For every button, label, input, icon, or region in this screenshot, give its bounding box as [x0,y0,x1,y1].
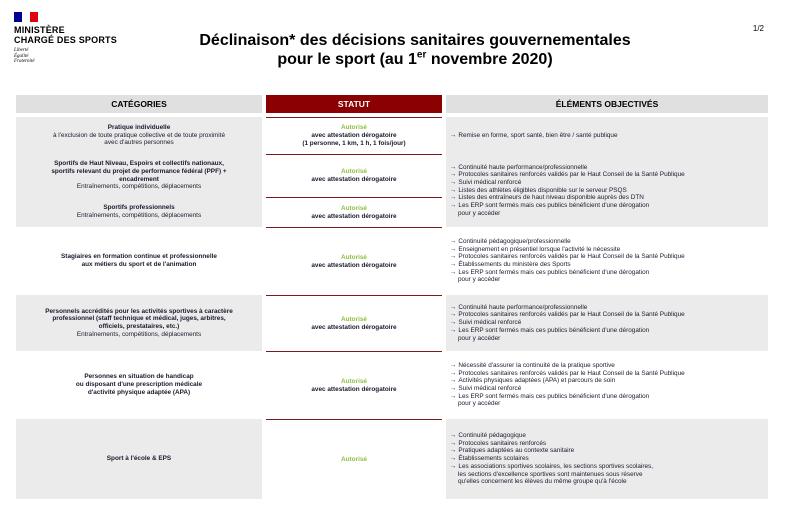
element-item [450,253,768,261]
statut-note: avec attestation dérogatoire [311,323,397,331]
statut-cell [266,295,442,351]
category-title-line: d'activité physique adaptée (APA) [87,388,191,396]
statut-authorized-label: Autorisé [341,315,367,323]
element-item [450,179,768,187]
statut-authorized-label: Autorisé [341,204,367,212]
element-item-line [450,194,768,202]
statut-note: avec attestation dérogatoire [311,132,397,140]
element-item-line [450,393,768,401]
element-item-text: Établissements scolaires [458,455,529,463]
category-title-line: Sportifs professionnels [103,204,175,212]
statut-authorized-label: Autorisé [341,253,367,261]
arrow-icon: → [450,268,457,276]
element-item-text: Protocoles sanitaires renforcés validés par le Haut Conseil de la Santé Publique [458,171,685,179]
statut-note: avec attestation dérogatoire [311,261,397,269]
element-item-line [450,447,768,455]
ministry-name-line2: CHARGÉ DES SPORTS [14,35,117,45]
element-item-line [450,327,768,335]
header-categories: CATÉGORIES [16,95,262,113]
arrow-icon: → [450,319,457,327]
statut-note: avec attestation dérogatoire [311,385,397,393]
motto-egalite: Égalité [14,53,29,59]
motto-fraternite: Fraternité [14,59,35,64]
elements-cell [446,227,768,295]
element-item [450,187,768,195]
element-item-line [450,246,768,254]
flag-blue-band [14,12,22,22]
element-item [450,440,768,448]
element-item [450,327,768,342]
element-item [450,455,768,463]
element-item-line [450,432,768,440]
category-title-line: professionnel (staff technique et médical, juges, arbitres, [52,315,226,323]
statut-authorized-label: Autorisé [341,168,367,176]
flag-red-band [30,12,38,22]
element-item [450,269,768,284]
element-item-text: Listes des athlètes éligibles disponible sur le serveur PSQS [458,186,627,194]
element-item [450,164,768,172]
category-title-line: Personnes en situation de handicap [84,373,194,381]
element-item-text: Continuité pédagogique [458,432,526,440]
category-detail-line: Entraînements, compétitions, déplacements [76,212,202,219]
statut-cell [266,351,442,419]
element-item-text: Continuité haute performance/professionnelle [458,303,588,311]
arrow-icon: → [450,303,457,311]
table-row [16,295,768,351]
element-item-text: qu'elles concernent les élèves du même groupe qu'à l'école [458,478,627,486]
arrow-icon: → [450,163,457,171]
arrow-icon: → [450,131,457,139]
arrow-icon: → [450,326,457,334]
element-item-text: Activités physiques adaptées (APA) et parcours de soin [458,377,616,385]
element-item-line [450,132,768,140]
category-title-line: sportifs relevant du projet de performance fédéral (PPF) + [51,167,227,175]
statut-note: avec attestation dérogatoire [311,212,397,220]
arrow-icon: → [450,377,457,385]
element-item [450,362,768,370]
statut-cell [266,197,442,227]
element-item-line [450,319,768,327]
french-flag-icon [14,12,38,22]
arrow-icon: → [450,462,457,470]
category-detail-line: Entraînements, compétitions, déplacements [76,183,202,191]
element-item-line [450,164,768,172]
elements-cell [446,351,768,419]
category-cell [16,295,262,351]
title-line2 [170,50,660,69]
element-item [450,377,768,385]
element-item-text: Les ERP sont fermés mais ces publics bénéficient d'une dérogation [458,268,650,276]
element-item-text: Les associations sportives scolaires, les sections sportives scolaires, [458,462,654,470]
title-line2-suffix: novembre 2020) [426,51,553,68]
element-item-text: Protocoles sanitaires renforcés [458,439,547,447]
element-item-text: Suivi médical renforcé [458,178,522,186]
element-item-line [450,311,768,319]
element-item-text: Nécessité d'assurer la continuité de la pratique sportive [458,361,615,369]
arrow-icon: → [450,432,457,440]
element-item [450,202,768,217]
arrow-icon: → [450,237,457,245]
element-item-line [450,202,768,210]
statut-cell [266,117,442,154]
statut-authorized-label: Autorisé [341,377,367,385]
category-cell [16,351,262,419]
arrow-icon: → [450,385,457,392]
arrow-icon: → [450,369,457,377]
arrow-icon: → [450,311,457,319]
element-item-line [450,377,768,385]
element-item [450,194,768,202]
element-item-line [450,179,768,187]
element-item-line [450,253,768,261]
element-item [450,463,768,486]
statut-cell [266,419,442,499]
category-title-line: Personnels accrédités pour les activités sportives à caractère [45,307,233,315]
element-item-text: Établissements du ministère des Sports [458,261,571,268]
ministry-name-line1: MINISTÈRE [14,25,65,35]
element-item-line [450,171,768,179]
element-item-text: Enseignement en présentiel lorsque l'activité le nécessite [458,245,621,253]
arrow-icon: → [450,392,457,400]
elements-cell [446,419,768,499]
arrow-icon: → [450,253,457,261]
elements-cell [446,154,768,227]
statut-cell [266,227,442,295]
category-cell [16,419,262,499]
element-item [450,311,768,319]
element-item-line [450,440,768,448]
element-item [450,238,768,246]
element-item [450,319,768,327]
element-item-line [450,304,768,312]
element-item-text: Continuité pédagogique/professionnelle [458,237,571,245]
element-item [450,370,768,378]
element-item-line [450,385,768,393]
element-item-line [450,261,768,269]
page-title [170,31,660,69]
element-item-line [450,471,768,479]
title-line2-prefix: pour le sport (au 1 [277,51,417,68]
category-title-line: Stagiaires en formation continue et professionnelle [61,253,217,261]
elements-cell [446,117,768,154]
title-line1: Déclinaison* des décisions sanitaires gouvernementales [199,32,631,49]
arrow-icon: → [450,245,457,253]
element-item-line [450,335,768,343]
element-item-text: Remise en forme, sport santé, bien être / santé publique [458,131,618,139]
category-title-line: encadrement [119,175,159,183]
element-item [450,132,768,140]
arrow-icon: → [450,361,457,369]
element-item-text: Protocoles sanitaires renforcés validés par le Haut Conseil de la Santé Publique [458,253,685,261]
table-row [16,117,768,154]
arrow-icon: → [450,178,457,186]
category-title-line: Pratique individuelle [107,123,171,131]
element-item-line [450,478,768,486]
element-item-text: pour y accéder [458,400,501,408]
category-title-line: aux métiers du sport et de l'animation [81,261,197,268]
page-number: 1/2 [752,24,764,33]
category-title-line: Sport à l'école & EPS [106,455,172,463]
arrow-icon: → [450,186,457,194]
element-item [450,261,768,269]
element-item-text: Suivi médical renforcé [458,319,522,327]
element-item-line [450,463,768,471]
element-item-text: Les ERP sont fermés mais ces publics bénéficient d'une dérogation [458,326,650,334]
element-item [450,171,768,179]
statut-note: avec attestation dérogatoire [311,176,397,183]
statut-authorized-label: Autorisé [341,124,367,132]
element-item-line [450,370,768,378]
element-item-text: Suivi médical renforcé [458,385,522,392]
table-row [16,351,768,419]
element-item-line [450,269,768,277]
element-item [450,385,768,393]
header-elements: ÉLÉMENTS OBJECTIVÉS [446,95,768,113]
element-item-text: les sections d'excellence sportives sont maintenues sous réserve [458,470,643,478]
flag-white-band [22,12,30,22]
category-cell [16,227,262,295]
category-detail-line: à l'exclusion de toute pratique collective et de toute proximité [52,131,226,139]
arrow-icon: → [450,171,457,179]
header-statut: STATUT [266,95,442,113]
element-item-text: pour y accéder [458,209,501,217]
statut-note: (1 personne, 1 km, 1 h, 1 fois/jour) [302,139,406,147]
arrow-icon: → [450,202,457,210]
statut-cell [266,154,442,197]
element-item-text: Listes des entraîneurs de haut niveau disponible auprès des DTN [458,194,644,202]
element-item-line [450,362,768,370]
element-item-line [450,187,768,195]
element-item-line [450,455,768,463]
table-row [16,227,768,295]
element-item-text: Protocoles sanitaires renforcés validés par le Haut Conseil de la Santé Publique [458,369,685,377]
element-item [450,393,768,408]
element-item [450,432,768,440]
statut-authorized-label: Autorisé [341,455,367,463]
element-item-text: Pratiques adaptées au contexte sanitaire [458,447,575,455]
motto-liberte: Liberté [14,48,29,53]
category-detail-line: Entraînements, compétitions, déplacements [76,330,202,338]
element-item-text: Les ERP sont fermés mais ces publics bénéficient d'une dérogation [458,392,650,400]
republic-motto [14,48,154,65]
arrow-icon: → [450,194,457,202]
arrow-icon: → [450,439,457,447]
category-cell [16,154,262,197]
element-item-text: Protocoles sanitaires renforcés validés par le Haut Conseil de la Santé Publique [458,311,685,319]
category-detail-line: avec d'autres personnes [104,139,174,147]
element-item-line [450,400,768,408]
category-title-line: Sportifs de Haut Niveau, Espoirs et collectifs nationaux, [54,160,224,168]
elements-cell [446,295,768,351]
element-item-line [450,238,768,246]
element-item-line [450,210,768,218]
title-superscript: er [416,49,427,61]
category-cell [16,197,262,227]
category-title-line: ou disposant d'une prescription médicale [75,381,203,389]
element-item [450,304,768,312]
ministry-logo [14,12,154,65]
element-item [450,447,768,455]
element-item-text: Les ERP sont fermés mais ces publics bénéficient d'une dérogation [458,202,650,210]
category-title-line: officiels, prestataires, etc.) [98,323,180,330]
element-item [450,246,768,254]
arrow-icon: → [450,261,457,268]
element-item-text: pour y accéder [458,334,501,342]
category-cell [16,117,262,154]
element-item-line [450,276,768,284]
element-item-text: Continuité haute performance/professionnelle [458,163,588,171]
table-row [16,419,768,499]
element-item-text: pour y accéder [458,276,501,284]
arrow-icon: → [450,447,457,455]
arrow-icon: → [450,455,457,463]
